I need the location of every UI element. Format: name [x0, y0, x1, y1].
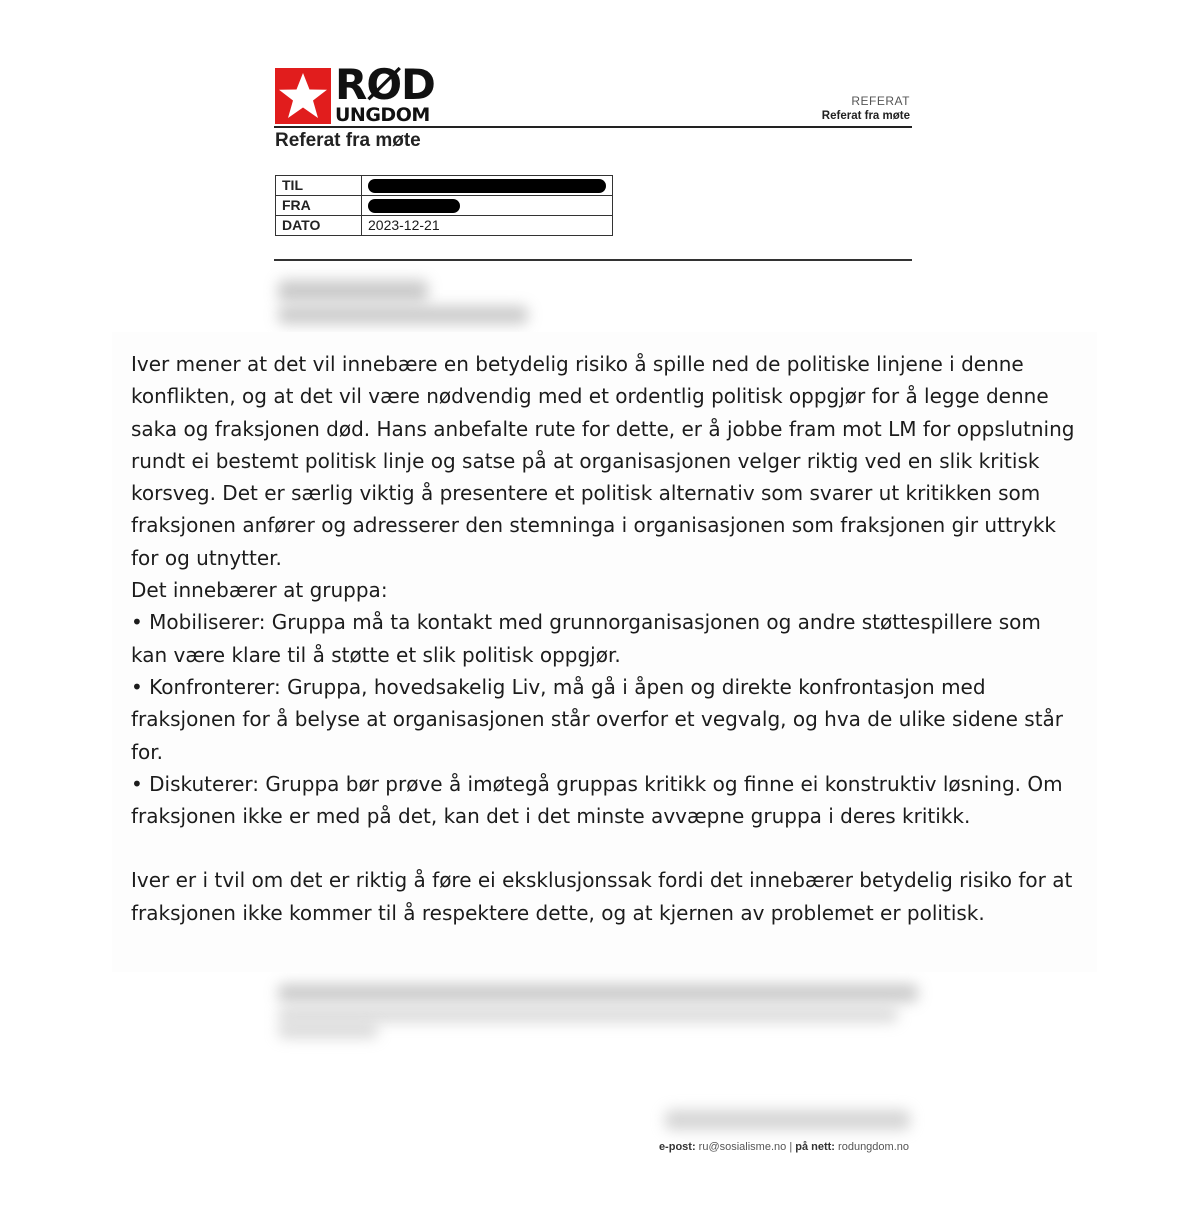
blurred-text — [665, 1110, 910, 1130]
bullet-item: • Diskuterer: Gruppa bør prøve å imøtegå gruppas kritikk og finne ei konstruktiv løsning. Om fraksjonen ikke er med på det, kan det i det minste avvæpne gruppa i deres kritikk. — [131, 771, 1063, 829]
meta-table — [275, 175, 613, 236]
redaction-bar — [368, 179, 606, 193]
blurred-text — [278, 280, 428, 302]
blurred-text — [278, 1008, 898, 1022]
document-title: Referat fra møte — [275, 130, 421, 151]
footer-email: ru@sosialisme.no — [698, 1141, 787, 1153]
meta-value: 2023-12-21 — [362, 216, 613, 236]
footer-email-label: e-post: — [658, 1141, 696, 1153]
logo-text-ungdom: UNGDOM — [335, 104, 430, 126]
redaction-bar — [368, 199, 460, 213]
footer-contact — [659, 1141, 909, 1153]
header-sublabel: Referat fra møte — [821, 110, 910, 122]
bullet-item: • Konfronterer: Gruppa, hovedsakelig Liv, må gå i åpen og direkte konfrontasjon med fraksjonen for å belyse at organisasjonen står overfor et vegvalg, og hva de ulike sidene står for. — [131, 674, 1064, 764]
paragraph: Det innebærer at gruppa: — [131, 578, 388, 603]
header-label: REFERAT — [851, 94, 910, 108]
meta-key: FRA — [276, 196, 362, 216]
meta-row-fra — [276, 196, 613, 216]
logo-text-rod: RØD — [335, 60, 435, 109]
memo-body — [131, 348, 1081, 929]
meta-value-redacted — [362, 196, 613, 216]
blurred-text — [278, 1024, 378, 1038]
meta-key: DATO — [276, 216, 362, 236]
footer-web: rodungdom.no — [838, 1141, 909, 1153]
footer-web-label: på nett: — [795, 1141, 835, 1153]
paragraph: Iver mener at det vil innebære en betydelig risiko å spille ned de politiske linjene i denne konflikten, og at det vil være nødvendig med et ordentlig politisk oppgjør for å legge denne saka og fraksjonen død. Hans anbefalte rute for dette, er å jobbe fram mot LM for oppslutning rundt ei bestemt politisk linje og satse på at organisasjonen velger riktig ved en slik kritisk korsveg. Det er særlig viktig å presentere et politisk alternativ som svarer ut kritikken som fraksjonen anfører og adresserer den stemninga i organisasjonen som fraksjonen gir uttrykk for og utnytter. — [131, 352, 1075, 570]
bullet-item: • Mobiliserer: Gruppa må ta kontakt med grunnorganisasjonen og andre støttespillere som kan være klare til å støtte et slik politisk oppgjør. — [131, 610, 1041, 667]
meta-value-redacted — [362, 176, 613, 196]
footer-separator: | — [789, 1141, 793, 1153]
rod-ungdom-logo — [275, 60, 435, 126]
paragraph-gap — [131, 832, 1081, 864]
star-icon — [275, 68, 331, 124]
section-rule — [274, 259, 912, 261]
blurred-text — [278, 984, 918, 1002]
paragraph: Iver er i tvil om det er riktig å føre ei eksklusjonssak fordi det innebærer betydelig risiko for at fraksjonen ikke kommer til å respektere dette, og at kjernen av problemet er politisk. — [131, 868, 1073, 925]
meta-row-til — [276, 176, 613, 196]
header-rule — [274, 126, 912, 128]
meta-row-dato — [276, 216, 613, 236]
blurred-text — [278, 306, 528, 324]
meta-key: TIL — [276, 176, 362, 196]
